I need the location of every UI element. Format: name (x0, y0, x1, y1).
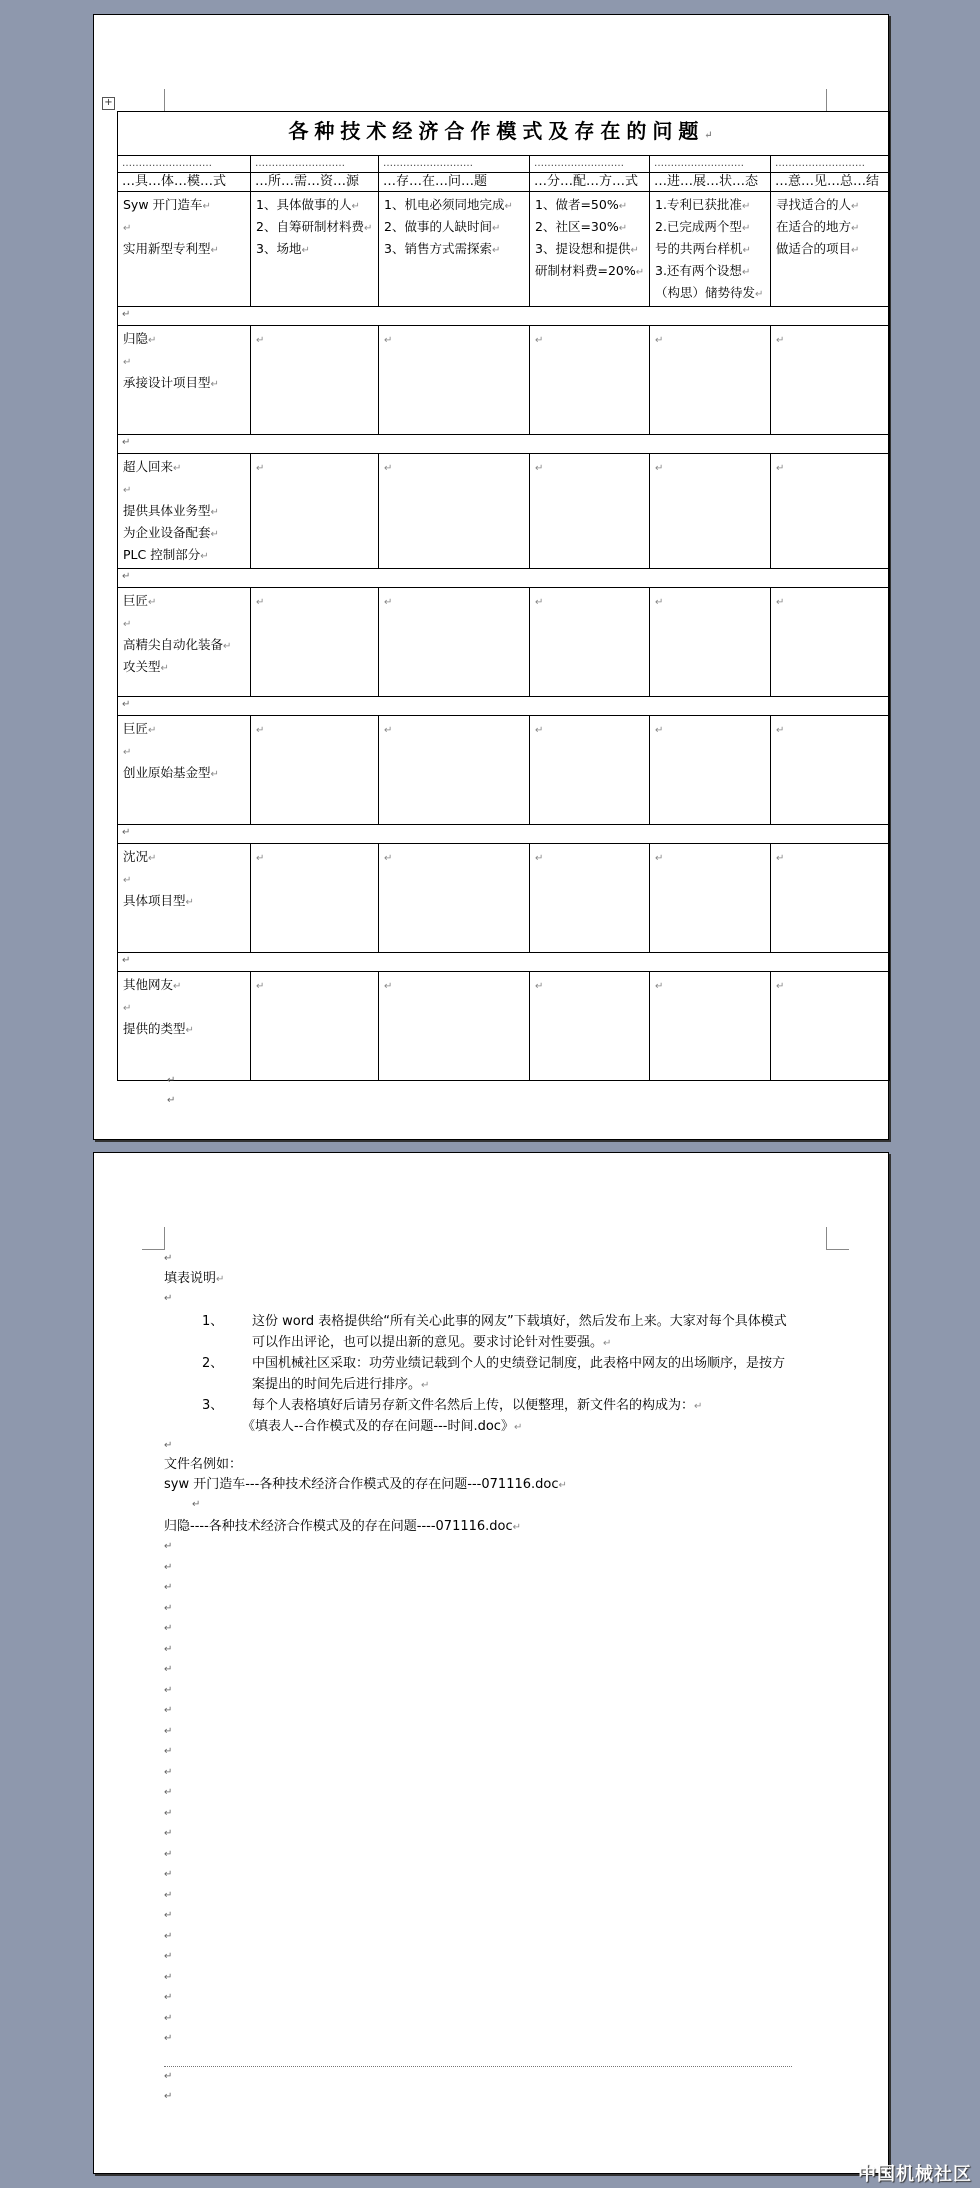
cell-mode[interactable] (118, 716, 251, 825)
site-watermark: 中国机械社区 (858, 2164, 972, 2185)
paragraph-mark: ↵ (655, 335, 664, 346)
margin-corner-top-left (142, 1227, 165, 1250)
paragraph-mark: ↵ (535, 853, 544, 864)
paragraph-mark: ↵ (164, 2091, 173, 2102)
cell-distribution[interactable] (530, 844, 650, 953)
paragraph-mark: ↵ (167, 1075, 176, 1086)
header-cell[interactable]: …所…需…资…源 (251, 173, 379, 192)
cell-line: 做适合的项目↵ (776, 241, 860, 256)
cell-line: 为企业设备配套↵ (123, 525, 219, 540)
margin-corner-top-left (142, 89, 165, 112)
cell-line: 巨匠↵ (123, 593, 157, 608)
cell-line: 超人回来↵ (123, 459, 182, 474)
dots-row (118, 156, 890, 173)
cell-distribution[interactable] (530, 326, 650, 435)
cell-line: ↵ (123, 619, 132, 630)
cell-line: 1、具体做事的人↵ (256, 197, 360, 212)
separator-cell[interactable]: ↵ (118, 435, 890, 454)
instruction-number: 1、 (202, 1314, 224, 1329)
paragraph-mark: ↵ (384, 597, 393, 608)
paragraph-mark: ↵ (164, 2071, 173, 2082)
instruction-text: 中国机械社区采取：功劳业绩记载到个人的史绩登记制度，此表格中网友的出场顺序，是按方 (252, 1356, 786, 1371)
cell-summary[interactable] (771, 844, 890, 953)
cell-resources[interactable] (251, 192, 379, 307)
table-move-handle-icon[interactable]: + (102, 97, 115, 110)
paragraph-mark: ↵ (776, 463, 785, 474)
instruction-text: 可以作出评论，也可以提出新的意见。要求讨论针对性要强。↵ (252, 1335, 612, 1350)
paragraph-mark: ↵ (655, 597, 664, 608)
example-filename-2[interactable]: 归隐----各种技术经济合作模式及的存在问题----071116.doc↵ (164, 1519, 522, 1534)
separator-cell[interactable]: ↵ (118, 697, 890, 716)
cell-line: 3、场地↵ (256, 241, 310, 256)
paragraph-mark: ↵ (384, 981, 393, 992)
header-cell[interactable]: …意…见…总…结 (771, 173, 890, 192)
paragraph-mark: ↵ (256, 725, 265, 736)
cell-resources[interactable] (251, 972, 379, 1081)
cell-line: ↵ (123, 485, 132, 496)
paragraph-mark: ↵ (655, 463, 664, 474)
margin-corner-top-right (826, 89, 849, 112)
cell-line: ↵ (123, 1003, 132, 1014)
cell-line: 具体项目型↵ (123, 893, 194, 908)
paragraph-mark: ↵ (776, 853, 785, 864)
table-row (118, 972, 890, 1081)
cell-progress[interactable] (650, 454, 771, 569)
cell-problems[interactable] (379, 326, 530, 435)
cell-line: 2、自筹研制材料费↵ (256, 219, 373, 234)
paragraph-mark: ↵ (164, 2013, 173, 2024)
instruction-number: 3、 (202, 1398, 224, 1413)
table-row (118, 588, 890, 697)
cell-progress[interactable] (650, 972, 771, 1081)
paragraph-mark: ↵ (535, 597, 544, 608)
paragraph-mark: ↵ (164, 1440, 173, 1451)
cell-progress[interactable] (650, 192, 771, 307)
cell-line: 2.已完成两个型↵ (655, 219, 751, 234)
separator-row (118, 697, 890, 716)
paragraph-mark: ↵ (655, 981, 664, 992)
cell-line: 1.专利已获批准↵ (655, 197, 751, 212)
paragraph-mark: ↵ (776, 725, 785, 736)
paragraph-mark: ↵ (776, 597, 785, 608)
paragraph-mark: ↵ (164, 1849, 173, 1860)
cell-line: 1、做者=50%↵ (535, 197, 628, 212)
paragraph-mark: ↵ (167, 1095, 176, 1106)
document-page-2 (93, 1152, 889, 2174)
paragraph-mark: ↵ (655, 853, 664, 864)
cell-resources[interactable] (251, 588, 379, 697)
cell-distribution[interactable] (530, 454, 650, 569)
dots-cell[interactable]: ……………………… (379, 156, 530, 173)
paragraph-mark: ↵ (192, 1499, 201, 1510)
cell-mode[interactable] (118, 192, 251, 307)
paragraph-mark: ↵ (164, 1869, 173, 1880)
cell-problems[interactable] (379, 716, 530, 825)
paragraph-mark: ↵ (164, 1787, 173, 1798)
cell-progress[interactable] (650, 326, 771, 435)
cell-line: （构思）储势待发↵ (655, 285, 764, 300)
instruction-text: 每个人表格填好后请另存新文件名然后上传，以便整理，新文件名的构成为：↵ (252, 1398, 703, 1413)
cell-line: 号的共两台样机↵ (655, 241, 751, 256)
cell-line: 研制材料费=20%↵ (535, 263, 645, 278)
cell-line: 其他网友↵ (123, 977, 182, 992)
dots-cell[interactable]: ……………………… (530, 156, 650, 173)
cell-line: 提供具体业务型↵ (123, 503, 219, 518)
section-break-line (164, 2066, 792, 2067)
cell-mode[interactable] (118, 326, 251, 435)
cell-progress[interactable] (650, 588, 771, 697)
paragraph-mark: ↵ (164, 1931, 173, 1942)
paragraph-mark: ↵ (535, 335, 544, 346)
cell-progress[interactable] (650, 844, 771, 953)
margin-corner-top-right (826, 1227, 849, 1250)
paragraph-mark: ↵ (164, 1726, 173, 1737)
header-cell[interactable]: …进…展…状…态 (650, 173, 771, 192)
cell-line: 巨匠↵ (123, 721, 157, 736)
cell-line: 3、销售方式需探索↵ (384, 241, 501, 256)
paragraph-mark: ↵ (164, 1992, 173, 2003)
cell-line: 1、机电必须同地完成↵ (384, 197, 513, 212)
paragraph-mark: ↵ (655, 725, 664, 736)
paragraph-mark: ↵ (384, 463, 393, 474)
instruction-text: 《填表人--合作模式及的存在问题---时间.doc》↵ (242, 1419, 523, 1434)
cell-distribution[interactable] (530, 192, 650, 307)
cell-line: PLC 控制部分↵ (123, 547, 209, 562)
cell-line: 2、做事的人缺时间↵ (384, 219, 501, 234)
paragraph-mark: ↵ (384, 335, 393, 346)
cell-line: Syw 开门造车↵ (123, 197, 211, 212)
header-cell[interactable]: …分…配…方…式 (530, 173, 650, 192)
paragraph-mark: ↵ (256, 981, 265, 992)
paragraph-mark: ↵ (256, 597, 265, 608)
cell-mode[interactable] (118, 588, 251, 697)
cell-mode[interactable] (118, 972, 251, 1081)
cell-summary[interactable] (771, 192, 890, 307)
cell-mode[interactable] (118, 454, 251, 569)
cell-line: ↵ (123, 223, 132, 234)
paragraph-mark: ↵ (256, 463, 265, 474)
paragraph-mark: ↵ (164, 1644, 173, 1655)
cell-line: 3、提设想和提供↵ (535, 241, 639, 256)
cell-distribution[interactable] (530, 588, 650, 697)
table-row (118, 454, 890, 569)
table-row (118, 716, 890, 825)
cell-summary[interactable] (771, 588, 890, 697)
instruction-number: 2、 (202, 1356, 224, 1371)
dots-cell[interactable]: ……………………… (771, 156, 890, 173)
paragraph-mark: ↵ (164, 1828, 173, 1839)
cell-line: 归隐↵ (123, 331, 157, 346)
separator-cell[interactable]: ↵ (118, 307, 890, 326)
cell-resources[interactable] (251, 716, 379, 825)
separator-row (118, 825, 890, 844)
separator-cell[interactable]: ↵ (118, 953, 890, 972)
separator-row (118, 953, 890, 972)
paragraph-mark: ↵ (164, 1664, 173, 1675)
instruction-text: 这份 word 表格提供给“所有关心此事的网友”下载填好，然后发布上来。大家对每个具体模式 (252, 1314, 787, 1329)
separator-cell[interactable]: ↵ (118, 569, 890, 588)
separator-row (118, 435, 890, 454)
paragraph-mark: ↵ (164, 1541, 173, 1552)
paragraph-mark: ↵ (164, 1890, 173, 1901)
table-title[interactable]: 各种技术经济合作模式及存在的问题↵ (118, 112, 890, 156)
paragraph-mark: ↵ (164, 1910, 173, 1921)
cell-line: 寻找适合的人↵ (776, 197, 860, 212)
cell-line: ↵ (123, 875, 132, 886)
table-row (118, 844, 890, 953)
separator-row (118, 307, 890, 326)
cell-problems[interactable] (379, 972, 530, 1081)
cell-line: 在适合的地方↵ (776, 219, 860, 234)
cell-line: 高精尖自动化装备↵ (123, 637, 232, 652)
dots-cell[interactable]: ……………………… (650, 156, 771, 173)
example-filename-1[interactable]: syw 开门造车---各种技术经济合作模式及的存在问题---071116.doc↵ (164, 1477, 567, 1492)
cell-resources[interactable] (251, 326, 379, 435)
document-page-1 (93, 14, 889, 1140)
cell-resources[interactable] (251, 844, 379, 953)
cell-resources[interactable] (251, 454, 379, 569)
paragraph-mark: ↵ (535, 981, 544, 992)
cell-line: 2、社区=30%↵ (535, 219, 628, 234)
paragraph-mark: ↵ (164, 1808, 173, 1819)
paragraph-mark: ↵ (164, 1972, 173, 1983)
cell-problems[interactable] (379, 844, 530, 953)
cell-progress[interactable] (650, 716, 771, 825)
paragraph-mark: ↵ (164, 1293, 173, 1304)
cell-problems[interactable] (379, 454, 530, 569)
paragraph-mark: ↵ (384, 853, 393, 864)
separator-row (118, 569, 890, 588)
cell-line: ↵ (123, 747, 132, 758)
instruction-text: 案提出的时间先后进行排序。↵ (252, 1377, 430, 1392)
dots-cell[interactable]: ……………………… (118, 156, 251, 173)
cell-line: 实用新型专利型↵ (123, 241, 219, 256)
cell-summary[interactable] (771, 716, 890, 825)
paragraph-mark: ↵ (256, 853, 265, 864)
paragraph-mark: ↵ (164, 1685, 173, 1696)
header-cell[interactable]: …存…在…问…题 (379, 173, 530, 192)
cell-mode[interactable] (118, 844, 251, 953)
paragraph-mark: ↵ (535, 725, 544, 736)
paragraph-mark: ↵ (164, 2033, 173, 2044)
paragraph-mark: ↵ (384, 725, 393, 736)
cell-distribution[interactable] (530, 716, 650, 825)
cell-line: 3.还有两个设想↵ (655, 263, 751, 278)
header-cell[interactable]: …具…体…模…式 (118, 173, 251, 192)
paragraph-mark: ↵ (164, 1767, 173, 1778)
cell-line: 攻关型↵ (123, 659, 169, 674)
paragraph-mark: ↵ (164, 1705, 173, 1716)
dots-cell[interactable]: ……………………… (251, 156, 379, 173)
paragraph-mark: ↵ (256, 335, 265, 346)
paragraph-mark: ↵ (164, 1623, 173, 1634)
paragraph-mark: ↵ (535, 463, 544, 474)
cell-problems[interactable] (379, 588, 530, 697)
example-label[interactable]: 文件名例如： (164, 1457, 243, 1472)
paragraph-mark: ↵ (164, 1603, 173, 1614)
instructions-heading[interactable]: 填表说明↵ (164, 1271, 225, 1286)
cell-line: ↵ (123, 357, 132, 368)
paragraph-mark: ↵ (164, 1746, 173, 1757)
cell-summary[interactable] (771, 972, 890, 1081)
cell-summary[interactable] (771, 454, 890, 569)
cooperation-table (117, 111, 890, 1081)
paragraph-mark: ↵ (776, 335, 785, 346)
paragraph-mark: ↵ (164, 1951, 173, 1962)
cell-line: 承接设计项目型↵ (123, 375, 219, 390)
cell-summary[interactable] (771, 326, 890, 435)
paragraph-mark: ↵ (164, 1562, 173, 1573)
cell-line: 提供的类型↵ (123, 1021, 194, 1036)
table-row (118, 326, 890, 435)
cell-distribution[interactable] (530, 972, 650, 1081)
separator-cell[interactable]: ↵ (118, 825, 890, 844)
cell-line: 沈况↵ (123, 849, 157, 864)
header-row (118, 173, 890, 192)
table-row (118, 192, 890, 307)
paragraph-mark: ↵ (164, 1253, 173, 1264)
cell-line: 创业原始基金型↵ (123, 765, 219, 780)
cell-problems[interactable] (379, 192, 530, 307)
paragraph-mark: ↵ (164, 1582, 173, 1593)
paragraph-mark: ↵ (776, 981, 785, 992)
